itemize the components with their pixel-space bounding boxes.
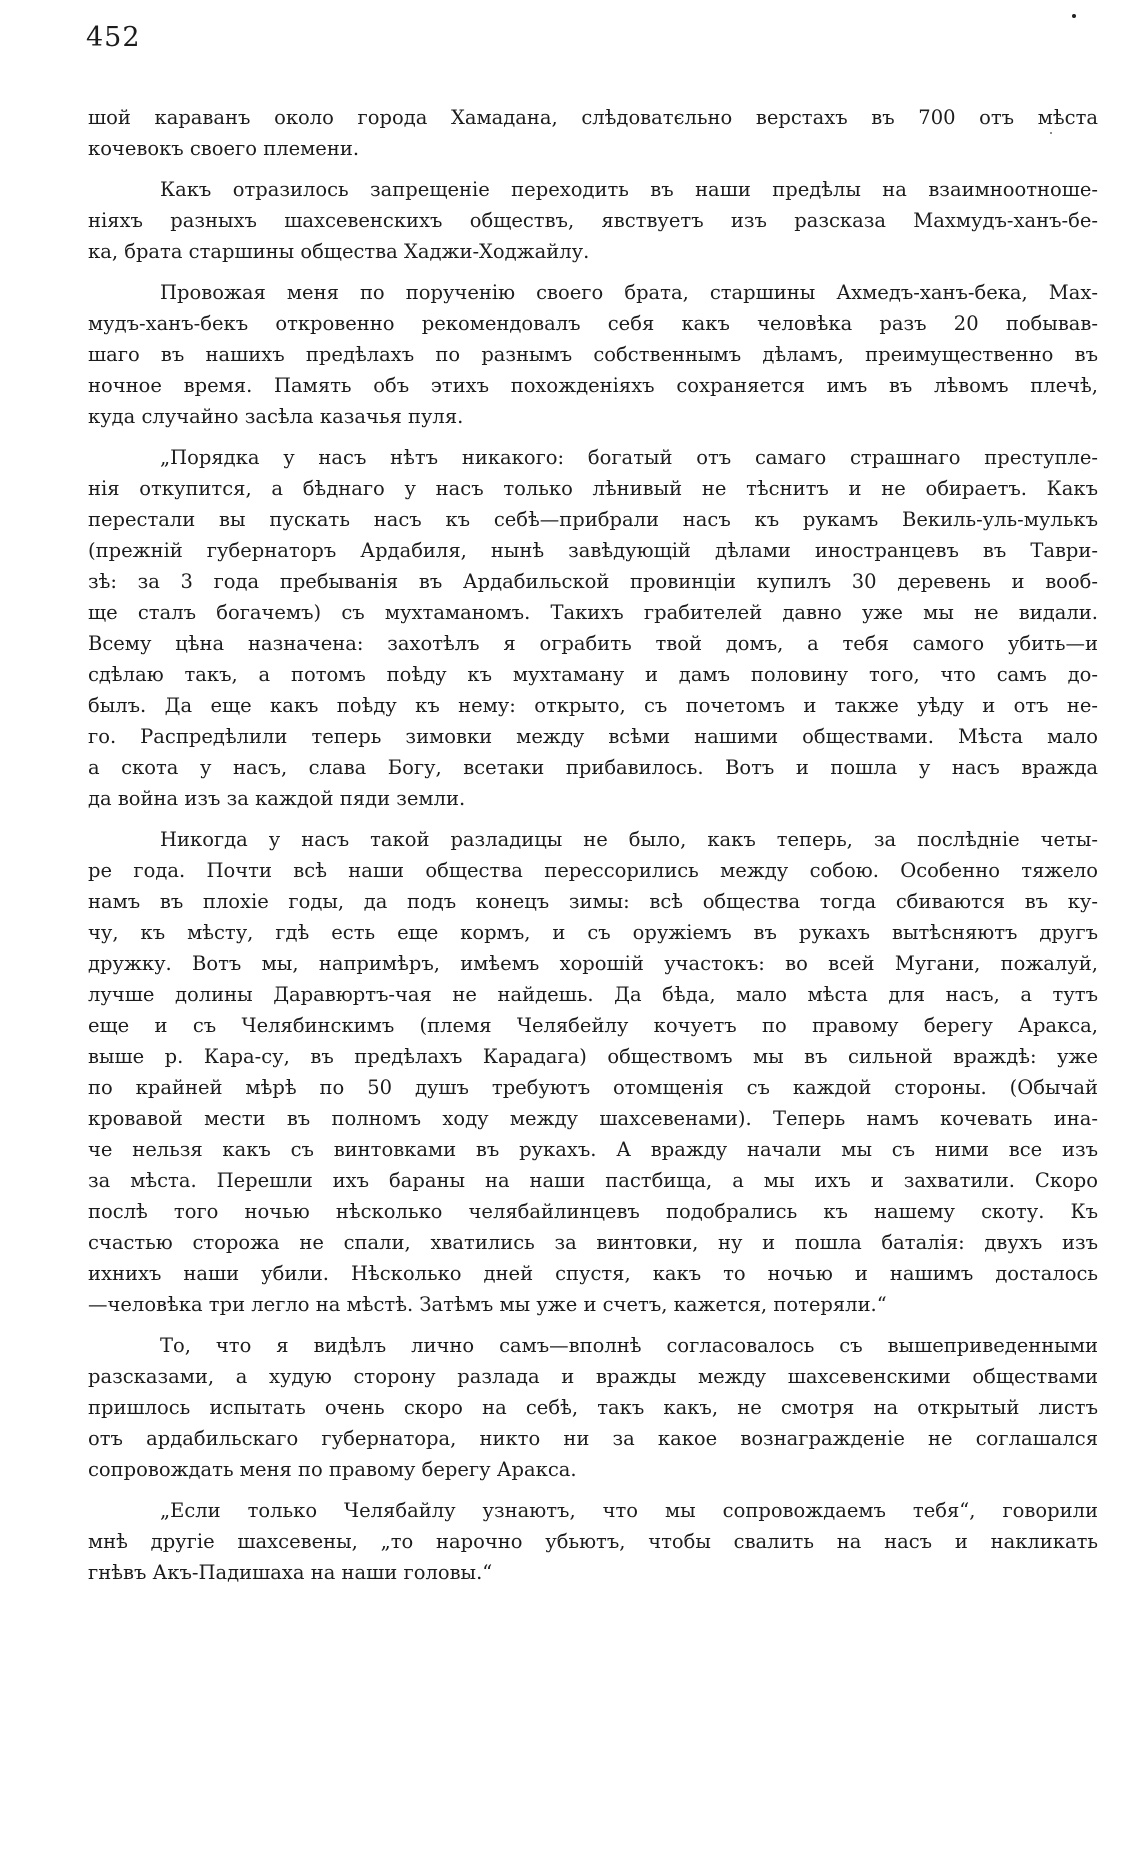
text-line: (прежній губернаторъ Ардабиля, нынѣ завѣдующій дѣлами иностранцевъ въ Таври- [88, 539, 1098, 562]
text-line: Провожая меня по порученію своего брата, старшины Ахмедъ-ханъ-бека, Мах- [160, 281, 1098, 304]
body-text [88, 102, 1098, 1598]
text-line: го. Распредѣлили теперь зимовки между всѣми нашими обществами. Мѣста мало [88, 725, 1098, 748]
paragraph-6 [88, 1330, 1098, 1485]
text-line: мудъ-ханъ-бекъ откровенно рекомендовалъ себя какъ человѣка разъ 20 побывав- [88, 312, 1098, 335]
text-line: Какъ отразилось запрещеніе переходить въ наши предѣлы на взаимноотноше- [160, 178, 1098, 201]
paragraph-3 [88, 277, 1098, 432]
text-line: ка, брата старшины общества Хаджи-Ходжайлу. [88, 240, 590, 263]
text-line: послѣ того ночью нѣсколько челябайлинцевъ подобрались къ нашему скоту. Къ [88, 1200, 1098, 1223]
text-line: разсказами, а худую сторону разлада и вражды между шахсевенскими обществами [88, 1365, 1098, 1388]
text-line: зѣ: за 3 года пребыванія въ Ардабильской провинціи купилъ 30 деревень и вооб- [88, 570, 1098, 593]
text-line: че нельзя какъ съ винтовками въ рукахъ. А вражду начали мы съ ними все изъ [88, 1138, 1098, 1161]
text-line: То, что я видѣлъ лично самъ—вполнѣ согласовалось съ вышеприведенными [160, 1334, 1098, 1357]
text-line: „Если только Челябайлу узнаютъ, что мы сопровождаемъ тебя“, говорили [160, 1499, 1098, 1522]
text-line: ще сталъ богачемъ) съ мухтаманомъ. Такихъ грабителей давно уже мы не видали. [88, 601, 1098, 624]
text-line: дружку. Вотъ мы, напримѣръ, имѣемъ хорошій участокъ: во всей Мугани, пожалуй, [88, 952, 1098, 975]
text-line: шой караванъ около города Хамадана, слѣдоватєльно верстахъ въ 700 отъ мѣста [88, 106, 1098, 129]
text-line: перестали вы пускать насъ къ себѣ—прибрали насъ къ рукамъ Векиль-уль-мулькъ [88, 508, 1098, 531]
text-line: чу, къ мѣсту, гдѣ есть еще кормъ, и съ оружіемъ въ рукахъ вытѣсняютъ другъ [88, 921, 1098, 944]
paragraph-7 [88, 1495, 1098, 1588]
paragraph-2 [88, 174, 1098, 267]
paragraph-5 [88, 824, 1098, 1320]
text-line: шаго въ нашихъ предѣлахъ по разнымъ собственнымъ дѣламъ, преимущественно въ [88, 343, 1098, 366]
text-line: ре года. Почти всѣ наши общества перессорились между собою. Особенно тяжело [88, 859, 1098, 882]
text-line: ихнихъ наши убили. Нѣсколько дней спустя, какъ то ночью и нашимъ досталось [88, 1262, 1098, 1285]
text-line: счастью сторожа не спали, хватились за винтовки, ну и пошла баталія: двухъ изъ [88, 1231, 1098, 1254]
text-line: ніяхъ разныхъ шахсевенскихъ обществъ, явствуетъ изъ разсказа Махмудъ-ханъ-бе- [88, 209, 1098, 232]
text-line: за мѣста. Перешли ихъ бараны на наши пастбища, а мы ихъ и захватили. Скоро [88, 1169, 1098, 1192]
text-line: лучше долины Даравюртъ-чая не найдешь. Да бѣда, мало мѣста для насъ, а тутъ [88, 983, 1098, 1006]
text-line: Всему цѣна назначена: захотѣлъ я ограбить твой домъ, а тебя самого убить—и [88, 632, 1098, 655]
text-line: по крайней мѣрѣ по 50 душъ требуютъ отомщенія съ каждой стороны. (Обычай [88, 1076, 1098, 1099]
text-line: „Порядка у насъ нѣтъ никакого: богатый отъ самаго страшнаго преступле- [160, 446, 1098, 469]
text-line: гнѣвъ Акъ-Падишаха на наши головы.“ [88, 1561, 493, 1584]
text-line: отъ ардабильскаго губернатора, никто ни за какое вознагражденіе не соглашался [88, 1427, 1098, 1450]
text-line: куда случайно засѣла казачья пуля. [88, 405, 464, 428]
text-line: нія откупится, а бѣднаго у насъ только лѣнивый не тѣснитъ и не обираетъ. Какъ [88, 477, 1098, 500]
text-line: былъ. Да еще какъ поѣду къ нему: открыто, съ почетомъ и также уѣду и отъ не- [88, 694, 1098, 717]
text-line: сдѣлаю такъ, а потомъ поѣду къ мухтаману и дамъ половину того, что самъ до- [88, 663, 1098, 686]
text-line: пришлось испытать очень скоро на себѣ, такъ какъ, не смотря на открытый листъ [88, 1396, 1098, 1419]
text-line: —человѣка три легло на мѣстѣ. Затѣмъ мы уже и счетъ, кажется, потеряли.“ [88, 1293, 887, 1316]
text-line: намъ въ плохіе годы, да подъ конецъ зимы: всѣ общества тогда сбиваются въ ку- [88, 890, 1098, 913]
text-line: еще и съ Челябинскимъ (племя Челябейлу кочуетъ по правому берегу Аракса, [88, 1014, 1098, 1037]
page-number: 452 [86, 22, 141, 53]
text-line: мнѣ другіе шахсевены, „то нарочно убьютъ, чтобы свалить на насъ и накликать [88, 1530, 1098, 1553]
text-line: сопровождать меня по правому берегу Аракса. [88, 1458, 577, 1481]
text-line: выше р. Кара-су, въ предѣлахъ Карадага) обществомъ мы въ сильной враждѣ: уже [88, 1045, 1098, 1068]
text-line: ночное время. Память объ этихъ похожденіяхъ сохраняется имъ въ лѣвомъ плечѣ, [88, 374, 1098, 397]
text-line: Никогда у насъ такой разладицы не было, какъ теперь, за послѣдніе четы- [160, 828, 1098, 851]
print-speck [1072, 14, 1076, 18]
text-line: а скота у насъ, слава Богу, всетаки прибавилось. Вотъ и пошла у насъ вражда [88, 756, 1098, 779]
text-line: кровавой мести въ полномъ ходу между шахсевенами). Теперь намъ кочевать ина- [88, 1107, 1098, 1130]
paragraph-4 [88, 442, 1098, 814]
text-line: да война изъ за каждой пяди земли. [88, 787, 466, 810]
paragraph-1 [88, 102, 1098, 164]
text-line: кочевокъ своего племени. [88, 137, 360, 160]
